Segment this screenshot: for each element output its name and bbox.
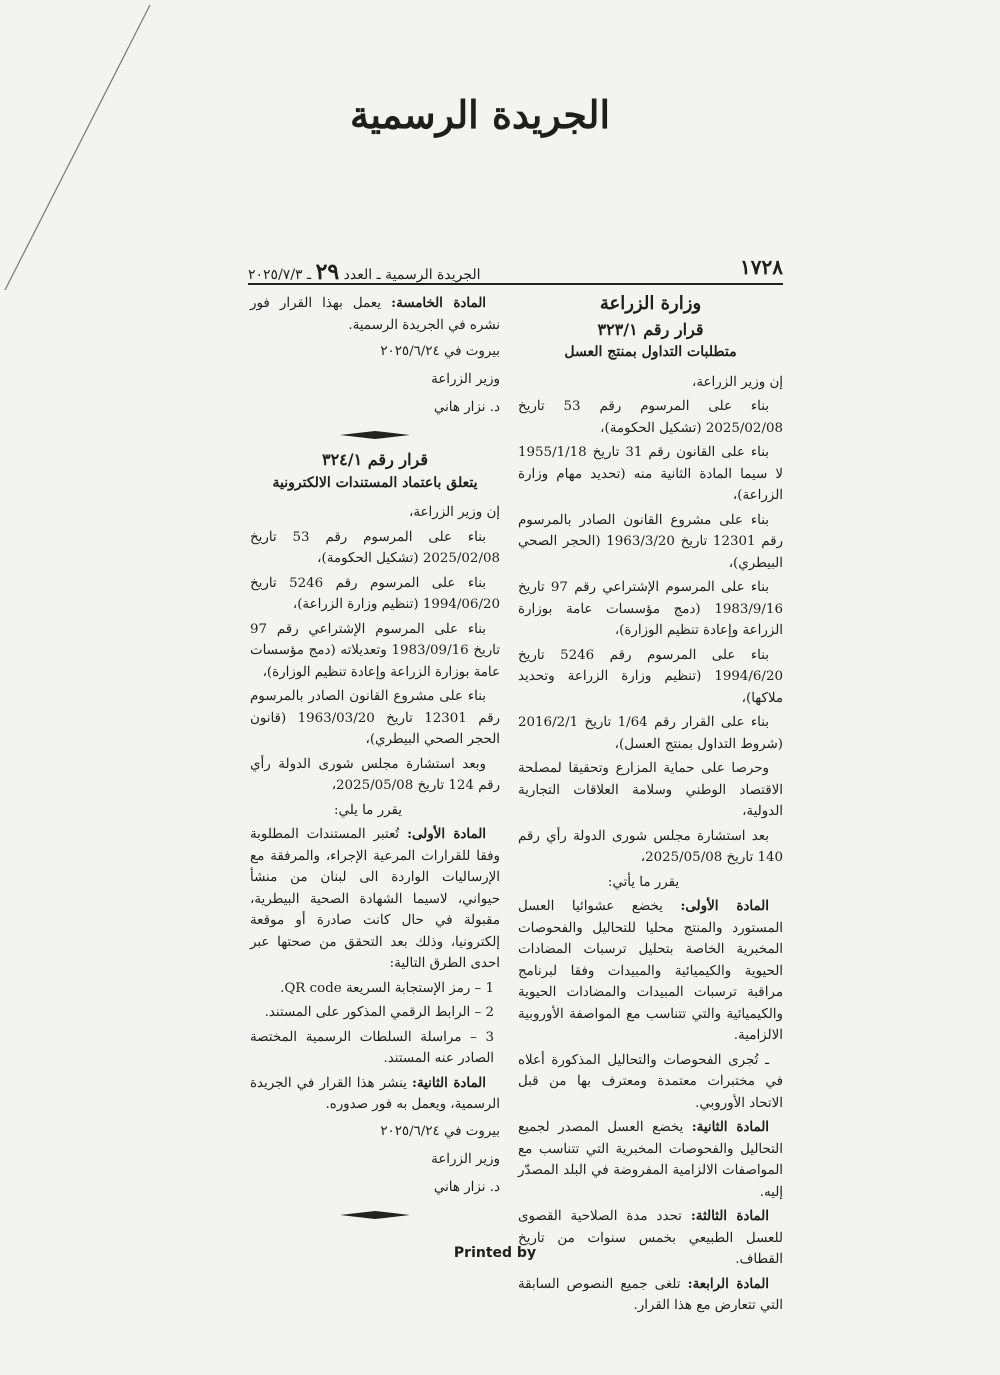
issue-number: ٢٩	[315, 259, 340, 285]
ministry-heading: وزارة الزراعة	[599, 293, 702, 314]
article-text: تُعتبر المستندات المطلوبة وفقا للقرارات المرعية الإجراء، والمرفقة مع الإرساليات الواردة الى لبنان من منشأ حيواني، لاسيما الشهادة الصحية البيطرية، مقبولة في حال كانت صادرة أو موقعة إلكترونيا، وذلك بعد التحقق من صحتها عبر احدى الطرق التالية:	[250, 827, 500, 971]
preamble-line: بناء على مشروع القانون الصادر بالمرسوم رقم 12301 تاريخ 1963/03/20 (قانون الحجر الصحي البيطري)،	[250, 689, 500, 747]
article-paragraph	[250, 1073, 500, 1116]
decides-heading: يقرر ما يلي:	[334, 802, 402, 818]
list-item: 1 – رمز الإستجابة السريعة QR code.	[280, 980, 494, 996]
signature-block	[250, 1119, 500, 1201]
signature-date: بيروت في ٢٠٢٥/٦/٢٤	[380, 344, 500, 359]
list-item: 2 – الرابط الرقمي المذكور على المستند.	[264, 1005, 494, 1020]
article-label: المادة الثانية:	[691, 1119, 770, 1135]
preamble-line: بناء على القرار رقم 1/64 تاريخ 2016/2/1 (شروط التداول بمنتج العسل)،	[518, 715, 783, 752]
article-label: المادة الأولى:	[407, 826, 486, 842]
preamble-line: بناء على مشروع القانون الصادر بالمرسوم رقم 12301 تاريخ 1963/3/20 (الحجر الصحي البيطري)،	[518, 512, 783, 571]
page-number: ١٧٢٨	[740, 255, 783, 279]
issue-date: ـ ٢٠٢٥/٧/٣	[248, 267, 312, 283]
article-label: المادة الخامسة:	[391, 295, 487, 311]
preamble-line: إن وزير الزراعة،	[692, 374, 783, 390]
article-text: ـ تُجرى الفحوصات والتحاليل المذكورة أعلاه في مختبرات معتمدة ومعترف بها من قبل الاتحاد الأوروبي.	[518, 1052, 783, 1111]
signature-title: وزير الزراعة	[431, 1151, 500, 1167]
signature-title: وزير الزراعة	[431, 372, 500, 387]
preamble-line: بعد استشارة مجلس شورى الدولة رأي رقم 140 تاريخ 2025/05/08،	[518, 828, 783, 865]
decree-title: قرار رقم ٣٢٤/١	[321, 450, 429, 469]
scan-edge-line	[0, 0, 160, 300]
verification-methods	[250, 978, 500, 1070]
article-paragraph	[518, 1117, 783, 1203]
preamble-line: بناء على المرسوم رقم 5246 تاريخ 1994/06/20 (تنظيم وزارة الزراعة)،	[250, 575, 500, 612]
preamble-line: وبعد استشارة مجلس شورى الدولة رأي رقم 124 تاريخ 2025/05/08،	[250, 756, 500, 793]
list-item: 3 – مراسلة السلطات الرسمية المختصة الصادر عنه المستند.	[250, 1029, 494, 1066]
article-paragraph	[518, 896, 783, 1047]
masthead-title: الجريدة الرسمية	[349, 92, 611, 137]
article-paragraph	[518, 1050, 783, 1115]
decree-title: قرار رقم ٣٢٣/١	[597, 319, 704, 339]
article-text: يخضع العسل المصدر لجميع التحاليل والفحوصات المخبرية التي تتناسب مع المواصفات الالزامية المفروضة في البلد المصدّر إليه.	[518, 1120, 783, 1200]
article-text: يخضع عشوائيا العسل المستورد والمنتج محليا للتحاليل والفحوصات المخبرية الخاصة بتحليل ترسبات المضادات الحيوية والكيميائية والمبيدات وفقا لبرنامج مراقبة ترسبات المبيدات والمضادات الحيوية والكيميائية والتي تتناسب مع المواصفة الأوروبية الالزامية.	[518, 899, 783, 1043]
preamble-line: بناء على المرسوم رقم 53 تاريخ 2025/02/08 (تشكيل الحكومة)،	[518, 399, 783, 436]
preamble-line: وحرصا على حماية المزارع وتحقيقا لمصلحة الاقتصاد الوطني وسلامة العلاقات التجارية الدولية،	[518, 761, 783, 819]
decides-heading: يقرر ما يأتي:	[607, 874, 680, 890]
right-column	[518, 293, 783, 1320]
article-label: المادة الثانية:	[412, 1074, 486, 1091]
preamble-line: إن وزير الزراعة،	[409, 505, 500, 520]
issue-info	[248, 259, 481, 285]
signature-date: بيروت في ٢٠٢٥/٦/٢٤	[380, 1123, 500, 1139]
preamble-line: بناء على المرسوم رقم 5246 تاريخ 1994/6/20 (تنظيم وزارة الزراعة وتحديد ملاكها)،	[518, 647, 783, 706]
signature-block	[250, 339, 500, 421]
signature-name: د. نزار هاني	[433, 1179, 500, 1195]
separator-ornament	[340, 431, 410, 439]
decree-subject: يتعلق باعتماد المستندات الالكترونية	[272, 474, 478, 491]
article-label: المادة الثالثة:	[690, 1208, 769, 1224]
article-text: ينشر هذا القرار في الجريدة الرسمية، ويعمل به فور صدوره.	[250, 1075, 500, 1112]
page-header	[248, 255, 783, 285]
decree-subject: متطلبات التداول بمنتج العسل	[564, 344, 737, 360]
preamble-line: بناء على القانون رقم 31 تاريخ 1955/1/18 لا سيما المادة الثانية منه (تحديد مهام وزارة الزراعة)،	[518, 445, 783, 503]
issue-label: الجريدة الرسمية ـ العدد	[343, 267, 481, 283]
left-column	[250, 293, 500, 1229]
article-text: تحدد مدة الصلاحية القصوى للعسل الطبيعي بخمس سنوات من تاريخ القطاف.	[518, 1209, 783, 1267]
separator-ornament	[340, 1211, 410, 1219]
article-label: المادة الأولى:	[680, 898, 769, 914]
article-paragraph	[250, 824, 500, 975]
article-text: يعمل بهذا القرار فور نشره في الجريدة الرسمية.	[250, 296, 500, 333]
preamble-line: بناء على المرسوم الإشتراعي رقم 97 تاريخ 1983/9/16 (دمج مؤسسات عامة بوزارة الزراعة وإعادة تنظيم الوزارة)،	[518, 580, 783, 638]
printed-by-footer: Printed by	[453, 1245, 537, 1261]
signature-name: د. نزار هاني	[433, 400, 500, 415]
preamble-line: بناء على المرسوم الإشتراعي رقم 97 تاريخ 1983/09/16 وتعديلاته (دمج مؤسسات عامة بوزارة الزراعة وإعادة تنظيم الوزارة)،	[250, 621, 500, 680]
preamble-line: بناء على المرسوم رقم 53 تاريخ 2025/02/08 (تشكيل الحكومة)،	[250, 529, 500, 566]
article-text: تلغى جميع النصوص السابقة التي تتعارض مع هذا القرار.	[518, 1276, 783, 1313]
article-paragraph	[518, 1274, 783, 1317]
article-paragraph	[250, 293, 500, 336]
article-label: المادة الرابعة:	[687, 1275, 769, 1292]
